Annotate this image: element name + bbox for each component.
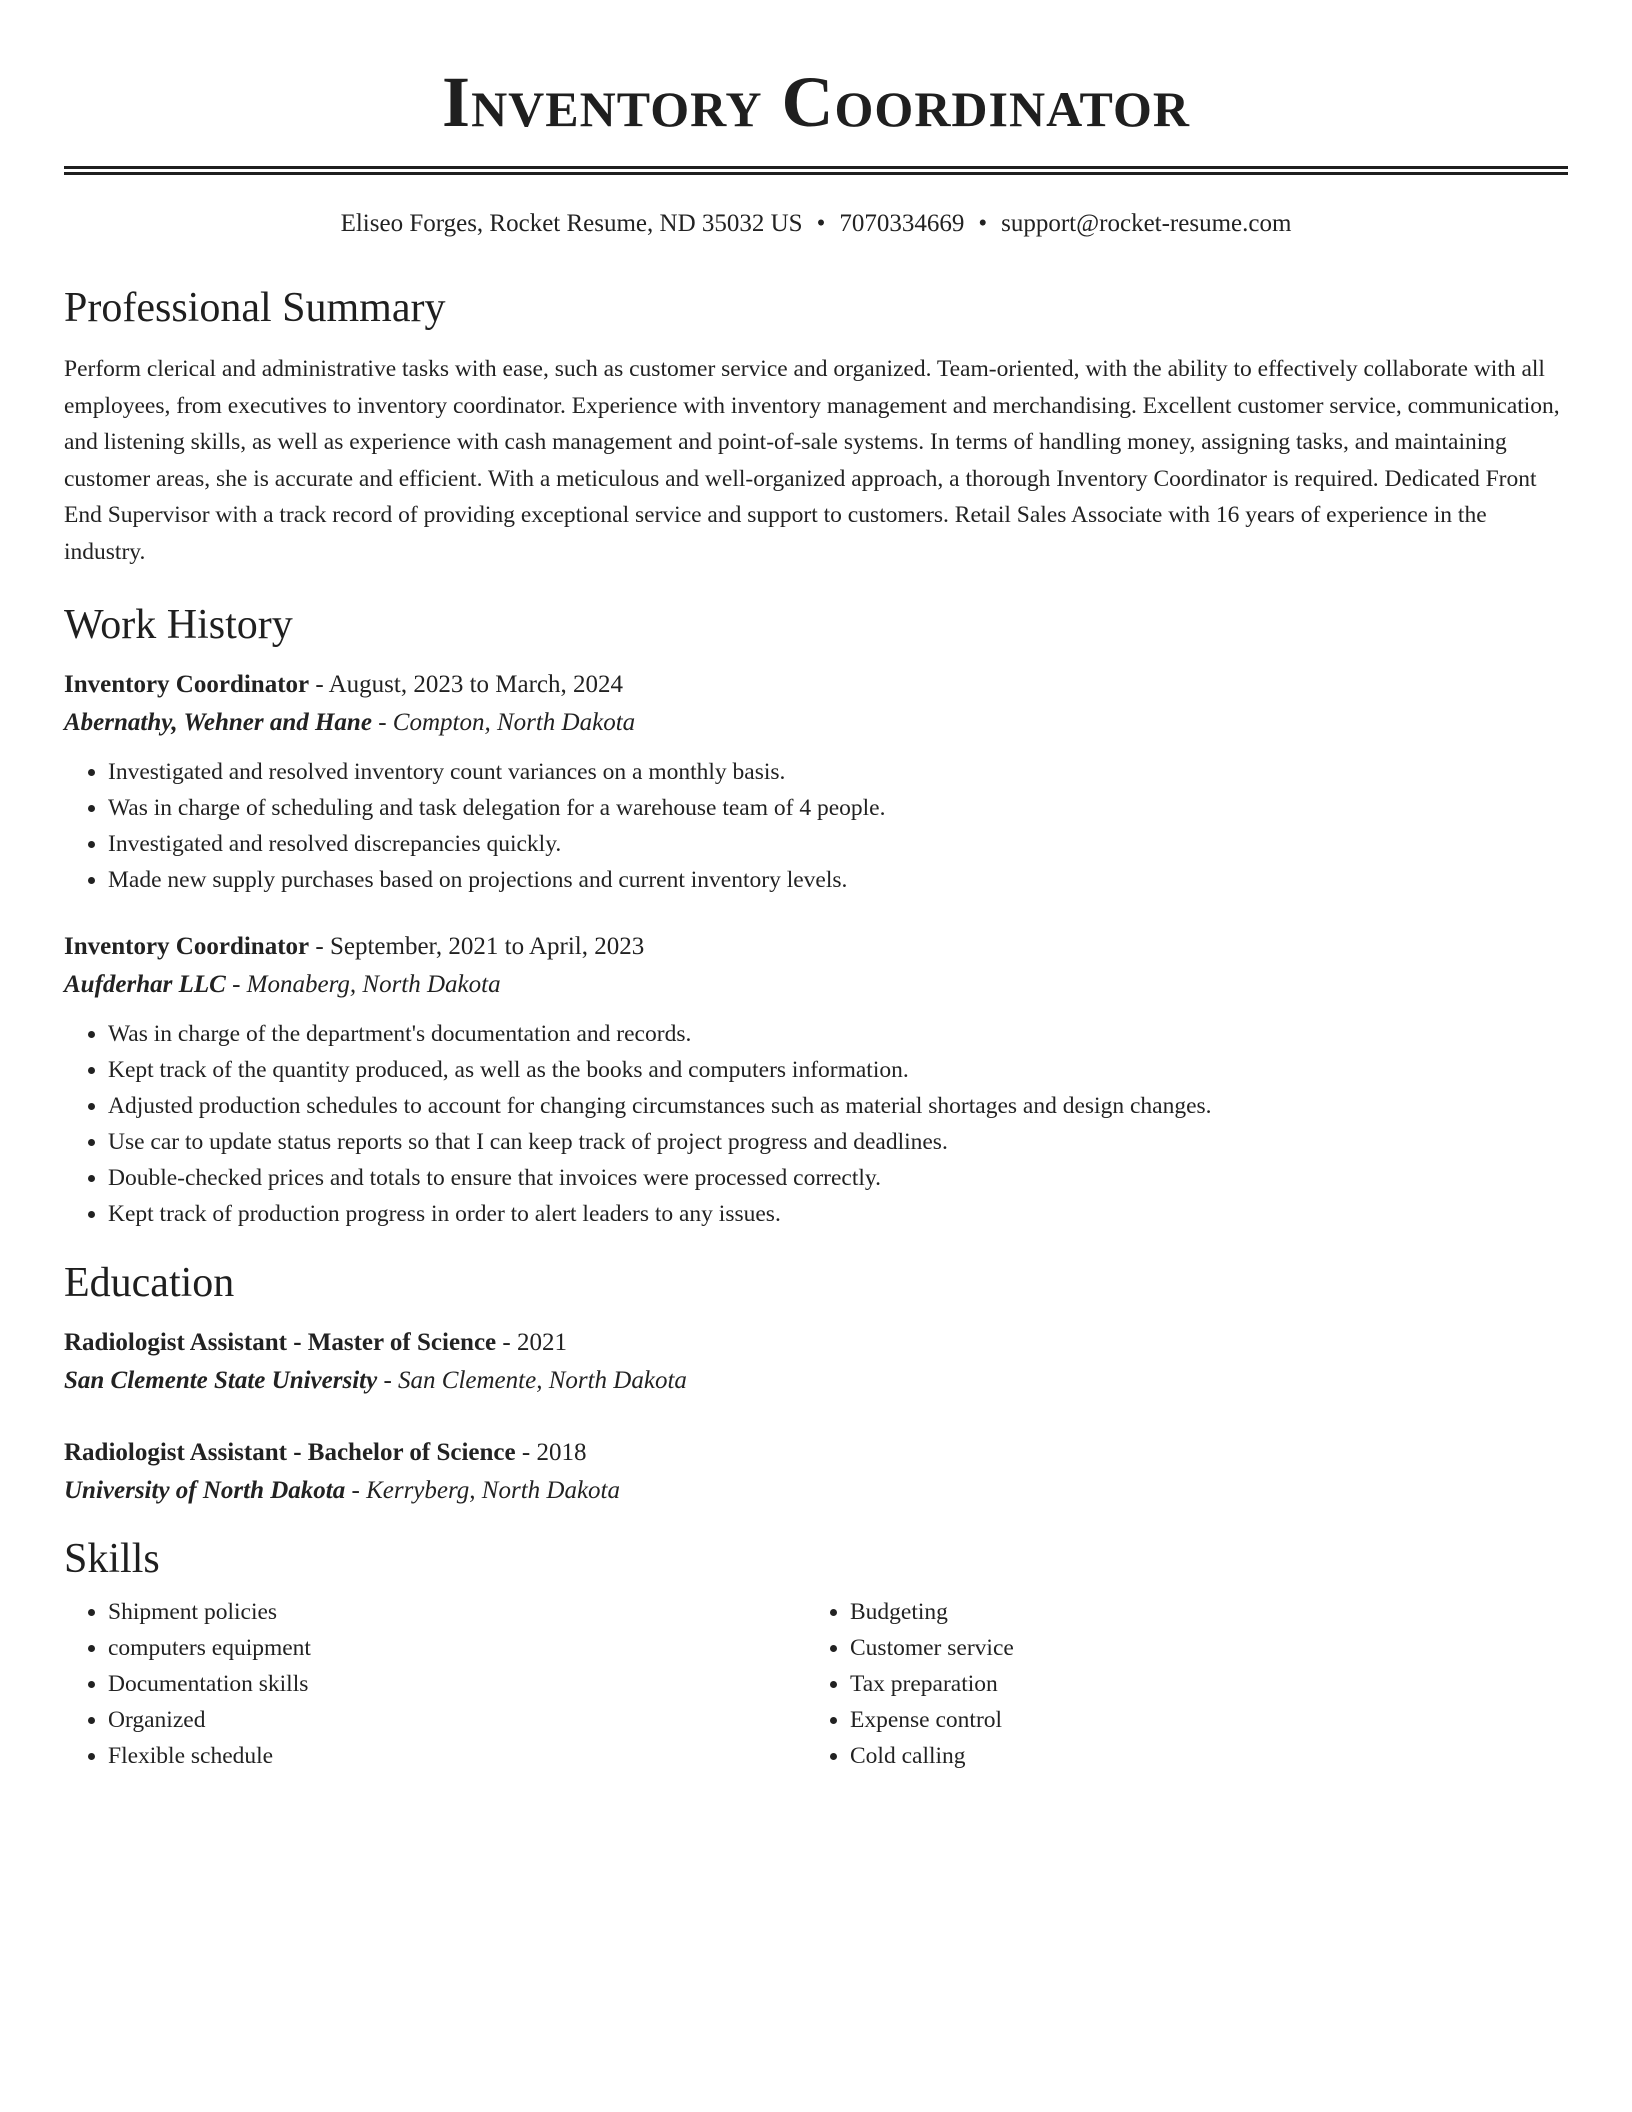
degree-name: Radiologist Assistant - Master of Science — [64, 1329, 497, 1356]
contact-address: Eliseo Forges, Rocket Resume, ND 35032 US — [340, 210, 803, 237]
degree-line — [64, 1434, 1568, 1472]
company-line — [64, 704, 1568, 742]
skills-heading: Skills — [64, 1536, 160, 1582]
job-dates: - August, 2023 to March, 2024 — [309, 671, 624, 698]
job-title-line — [64, 928, 1568, 966]
title-divider — [64, 166, 1568, 175]
job-title: Inventory Coordinator — [64, 671, 310, 698]
job-entry — [64, 928, 1568, 1232]
skill-item: • Budgeting — [850, 1594, 1548, 1630]
page-title: Inventory Coordinator — [442, 62, 1190, 142]
company-location: - Monaberg, North Dakota — [225, 971, 501, 998]
job-duties — [64, 1016, 1568, 1232]
skill-item: • Expense control — [850, 1702, 1548, 1738]
school-name: San Clemente State University — [64, 1367, 378, 1394]
skill-item: • computers equipment — [108, 1630, 806, 1666]
school-location: - Kerryberg, North Dakota — [345, 1477, 620, 1504]
skills-list-right — [806, 1594, 1548, 1774]
skill-item: • Tax preparation — [850, 1666, 1548, 1702]
list-item: • Double-checked prices and totals to ensure that invoices were processed correctly. — [108, 1160, 1568, 1196]
work-history-heading: Work History — [64, 602, 293, 648]
contact-separator: • — [816, 210, 826, 237]
summary-text: Perform clerical and administrative tasks with ease, such as customer service and organized. Team-oriented, with the ability to effectively collaborate with all employees, from executives to inventory coordinator. Experience with inventory management and merchandising. Excellent customer service, communication, and listening skills, as well as experience with cash management and point-of-sale systems. In terms of handling money, assigning tasks, and maintaining customer areas, she is accurate and efficient. With a meticulous and well-organized approach, a thorough Inventory Coordinator is required. Dedicated Front End Supervisor with a track record of providing exceptional service and support to customers. Retail Sales Associate with 16 years of experience in the industry. — [64, 356, 1560, 565]
job-dates: - September, 2021 to April, 2023 — [309, 933, 645, 960]
list-item: • Adjusted production schedules to account for changing circumstances such as material shortages and design changes. — [108, 1088, 1568, 1124]
summary-heading: Professional Summary — [64, 285, 446, 331]
degree-line — [64, 1324, 1568, 1362]
list-item: • Was in charge of scheduling and task delegation for a warehouse team of 4 people. — [108, 790, 1568, 826]
skill-item: • Flexible schedule — [108, 1738, 806, 1774]
school-location: - San Clemente, North Dakota — [377, 1367, 687, 1394]
company-name: Aufderhar LLC — [64, 971, 226, 998]
company-name: Abernathy, Wehner and Hane — [64, 709, 372, 736]
degree-year: - 2021 — [496, 1329, 567, 1356]
resume-page — [64, 0, 1568, 1774]
skills-list-left — [64, 1594, 806, 1774]
education-entry — [64, 1324, 1568, 1400]
education-entry — [64, 1434, 1568, 1510]
degree-year: - 2018 — [515, 1439, 587, 1466]
skill-item: • Organized — [108, 1702, 806, 1738]
contact-line — [64, 209, 1568, 239]
company-location: - Compton, North Dakota — [371, 709, 636, 736]
list-item: • Kept track of the quantity produced, as well as the books and computers information. — [108, 1052, 1568, 1088]
list-item: • Investigated and resolved discrepancies quickly. — [108, 826, 1568, 862]
list-item: • Use car to update status reports so that I can keep track of project progress and deadlines. — [108, 1124, 1568, 1160]
school-line — [64, 1472, 1568, 1510]
job-title-line — [64, 666, 1568, 704]
skill-item: • Shipment policies — [108, 1594, 806, 1630]
degree-name: Radiologist Assistant - Bachelor of Science — [64, 1439, 516, 1466]
list-item: • Kept track of production progress in order to alert leaders to any issues. — [108, 1196, 1568, 1232]
contact-email: support@rocket-resume.com — [1001, 210, 1292, 237]
contact-phone: 7070334669 — [839, 210, 965, 237]
job-duties — [64, 754, 1568, 898]
contact-separator: • — [978, 210, 988, 237]
skill-item: • Customer service — [850, 1630, 1548, 1666]
school-line — [64, 1362, 1568, 1400]
job-title: Inventory Coordinator — [64, 933, 310, 960]
list-item: • Was in charge of the department's documentation and records. — [108, 1016, 1568, 1052]
list-item: • Made new supply purchases based on projections and current inventory levels. — [108, 862, 1568, 898]
skills-columns — [64, 1594, 1568, 1774]
list-item: • Investigated and resolved inventory count variances on a monthly basis. — [108, 754, 1568, 790]
job-entry — [64, 666, 1568, 898]
education-heading: Education — [64, 1260, 235, 1306]
school-name: University of North Dakota — [64, 1477, 346, 1504]
skill-item: • Documentation skills — [108, 1666, 806, 1702]
company-line — [64, 966, 1568, 1004]
skill-item: • Cold calling — [850, 1738, 1548, 1774]
